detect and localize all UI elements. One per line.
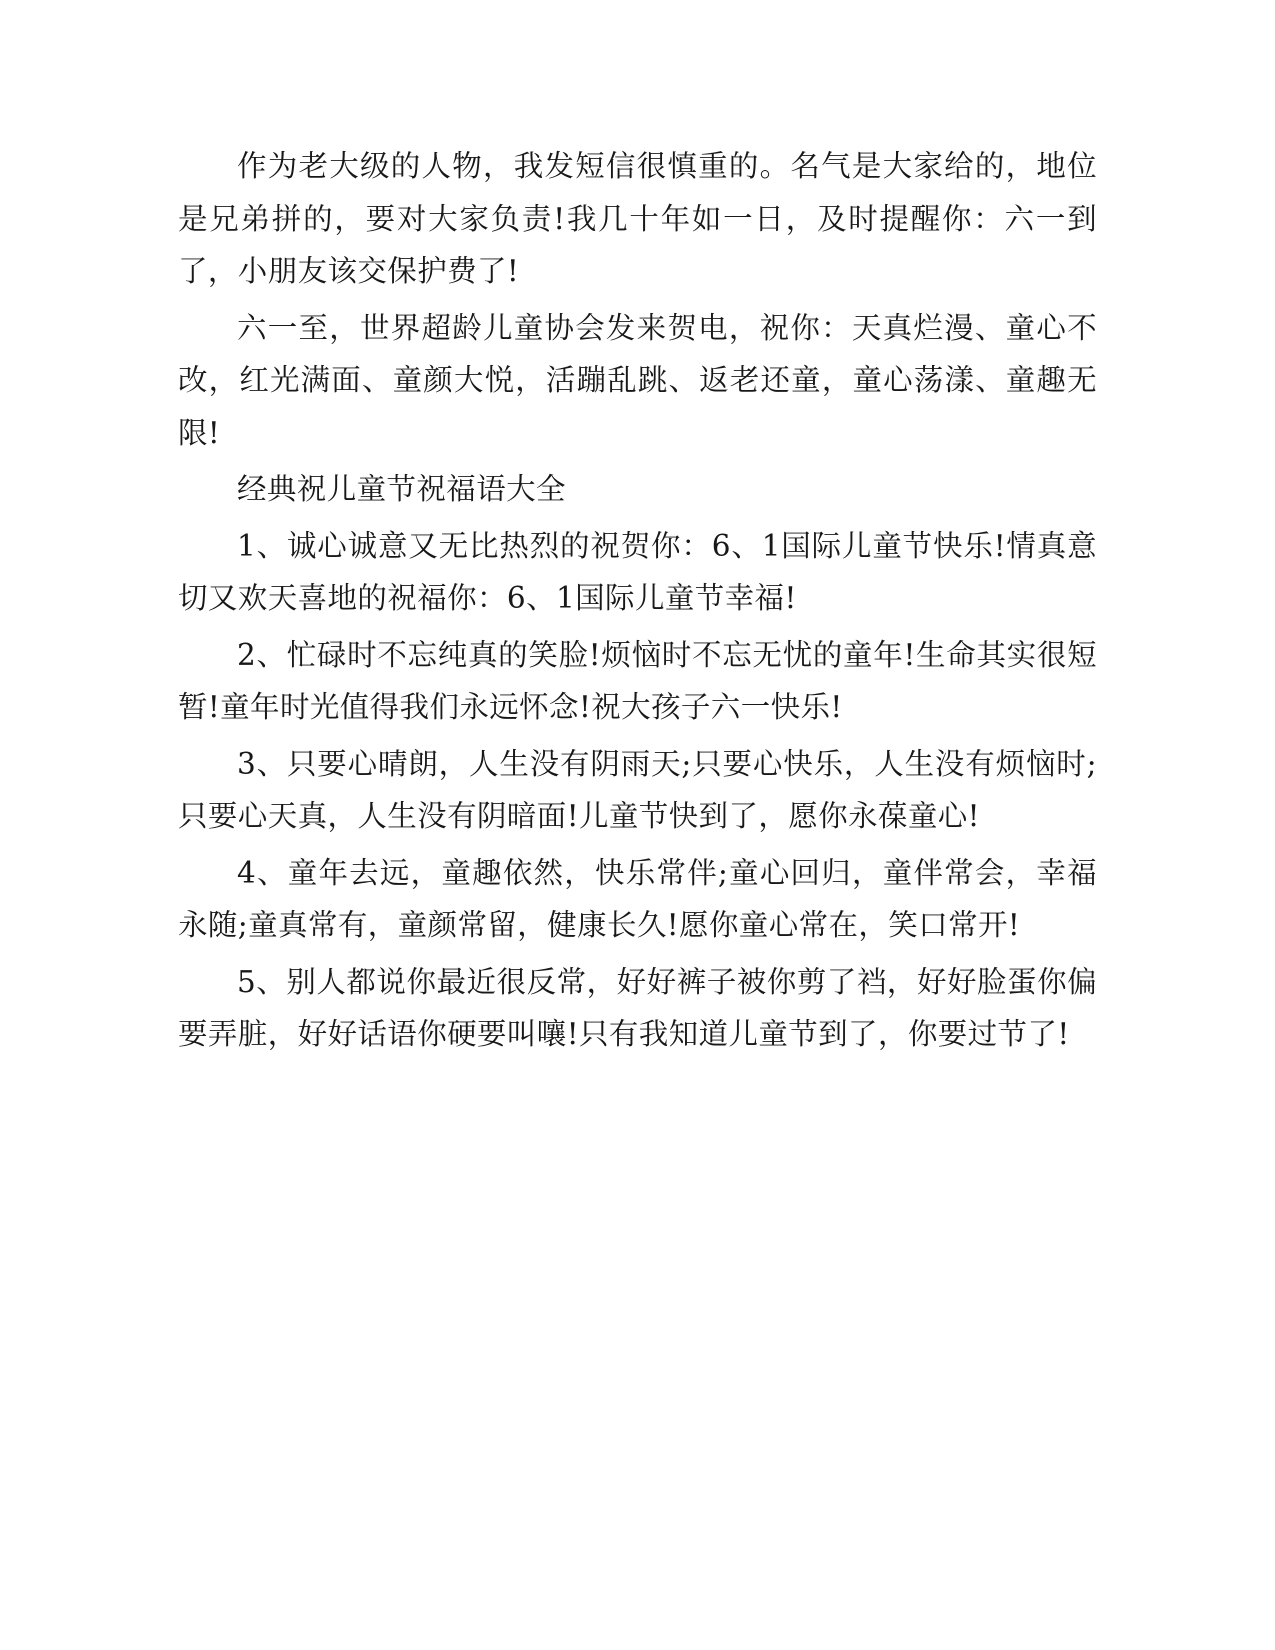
document-body — [178, 140, 1097, 1061]
list-item-5: 5、别人都说你最近很反常，好好裤子被你剪了裆，好好脸蛋你偏要弄脏，好好话语你硬要叫嚷!只有我知道儿童节到了，你要过节了! — [178, 964, 1097, 1051]
paragraph-intro-2: 六一至，世界超龄儿童协会发来贺电，祝你：天真烂漫、童心不改，红光满面、童颜大悦，活蹦乱跳、返老还童，童心荡漾、童趣无限! — [178, 310, 1097, 450]
section-heading: 经典祝儿童节祝福语大全 — [237, 472, 566, 506]
list-item-2: 2、忙碌时不忘纯真的笑脸!烦恼时不忘无忧的童年!生命其实很短暂!童年时光值得我们永远怀念!祝大孩子六一快乐! — [178, 637, 1097, 724]
list-item-1: 1、诚心诚意又无比热烈的祝贺你：6、1国际儿童节快乐!情真意切又欢天喜地的祝福你：6、1国际儿童节幸福! — [178, 528, 1097, 615]
list-item-4: 4、童年去远，童趣依然，快乐常伴;童心回归，童伴常会，幸福永随;童真常有，童颜常留，健康长久!愿你童心常在，笑口常开! — [178, 855, 1097, 942]
list-item-3: 3、只要心晴朗，人生没有阴雨天;只要心快乐，人生没有烦恼时;只要心天真，人生没有阴暗面!儿童节快到了，愿你永葆童心! — [178, 746, 1097, 833]
paragraph-intro-1: 作为老大级的人物，我发短信很慎重的。名气是大家给的，地位是兄弟拼的，要对大家负责!我几十年如一日，及时提醒你：六一到了，小朋友该交保护费了! — [178, 149, 1097, 288]
